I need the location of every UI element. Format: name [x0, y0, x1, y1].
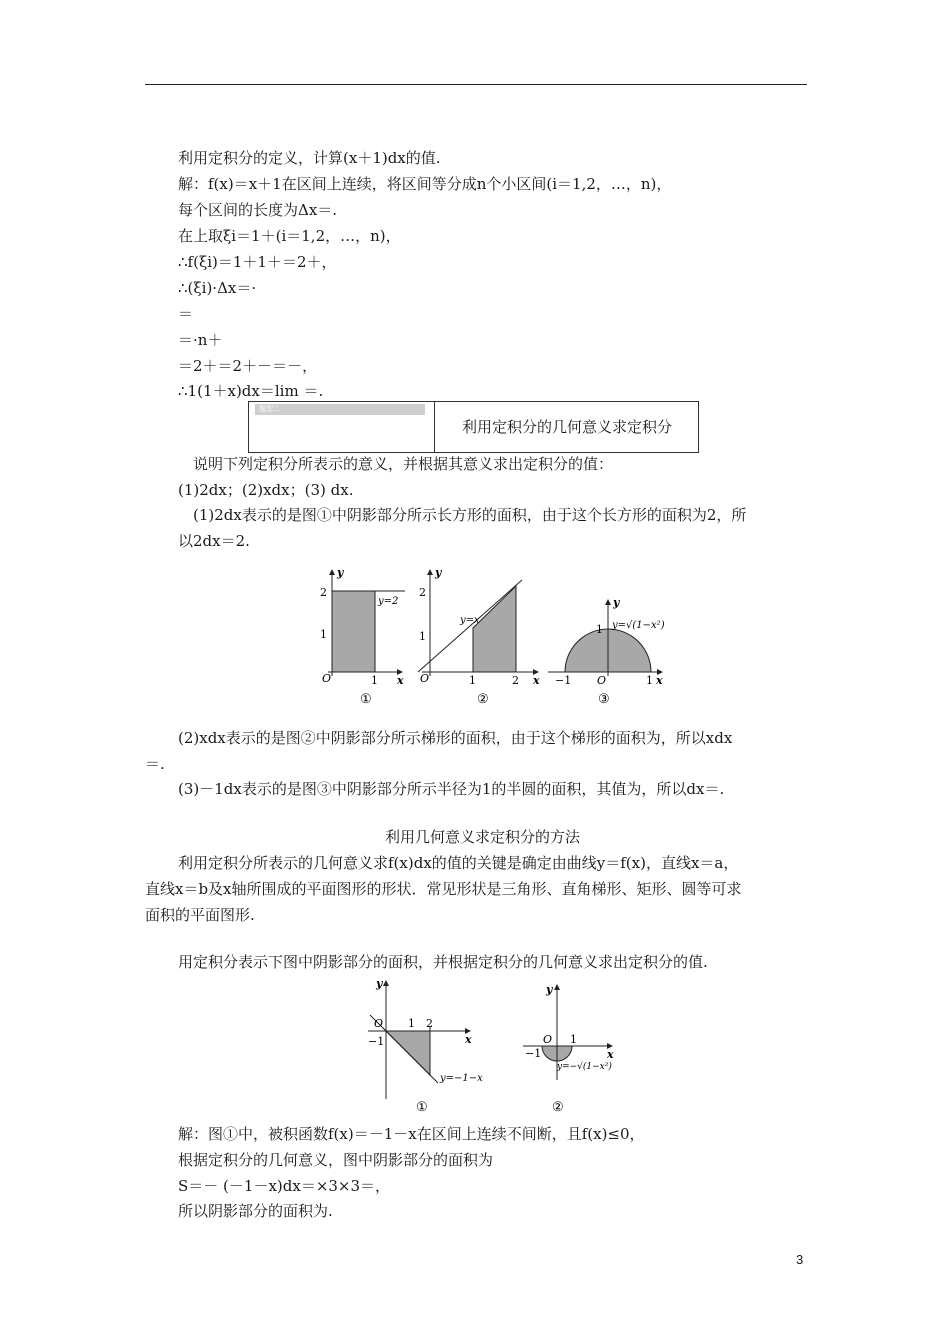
fig2-tick-y2: 2 [419, 586, 426, 599]
fig1-rect-graph [320, 566, 405, 707]
row2-fig2-y-label: y [546, 983, 553, 996]
example2-sol1-b: 以2dx＝2. [178, 532, 250, 550]
row2-fig1-tick-x2: 2 [426, 1017, 433, 1030]
row2-fig1-tick-ym1: −1 [368, 1035, 385, 1048]
sol3-line: (3)－1dx表示的是图③中阴影部分所示半径为1的半圆的面积，其值为，所以dx＝. [178, 780, 725, 798]
s1-line-7: ＝ [178, 305, 194, 323]
fig1-y-label: y [337, 566, 344, 579]
row2-fig1-triangle-graph [368, 977, 483, 1115]
fig2-tick-y1: 1 [419, 630, 426, 643]
s3-line-2: 根据定积分的几何意义，图中阴影部分的面积为 [178, 1151, 494, 1169]
fig1-origin: O [322, 672, 332, 685]
fig3-curve-label: y=√(1−x²) [612, 620, 665, 631]
method-title: 利用几何意义求定积分的方法 [385, 828, 581, 846]
topic-box [248, 401, 699, 453]
row2-fig1-caption: ① [416, 1100, 428, 1115]
example2-items: (1)2dx；(2)xdx；(3) dx. [178, 481, 354, 499]
fig1-tick-y2: 2 [320, 586, 327, 599]
s1-line-1: 利用定积分的定义，计算(x＋1)dx的值. [178, 149, 441, 167]
sol2-line-b: ＝. [145, 755, 165, 773]
fig1-tick-y1: 1 [320, 628, 327, 641]
topic-tag: 题型二 [255, 404, 425, 415]
row2-fig2-semicircle-graph [523, 983, 614, 1115]
fig1-curve-label: y=2 [378, 596, 399, 607]
fig1-tick-x1: 1 [371, 674, 378, 687]
fig2-caption: ② [477, 692, 489, 707]
s3-line-4: 所以阴影部分的面积为. [178, 1202, 333, 1220]
s1-line-8: ＝·n＋ [178, 331, 223, 349]
s1-line-5: ∴f(ξi)＝1＋1＋＝2＋， [178, 253, 337, 271]
fig3-tick-xm1: −1 [555, 674, 572, 687]
figure-row-2 [360, 975, 620, 1120]
example2-sol1-a: (1)2dx表示的是图①中阴影部分所示长方形的面积，由于这个长方形的面积为2，所 [193, 506, 747, 524]
fig2-y-label: y [435, 566, 442, 579]
fig2-tick-x1: 1 [469, 674, 476, 687]
row2-fig2-tick-x1: 1 [570, 1033, 577, 1046]
fig1-caption: ① [360, 692, 372, 707]
sol2-line-a: (2)xdx表示的是图②中阴影部分所示梯形的面积，由于这个梯形的面积为，所以xdx [178, 729, 733, 747]
s1-line-4: 在上取ξi＝1＋(i＝1,2，…，n)， [178, 227, 401, 245]
fig2-trapezoid-graph [418, 566, 540, 707]
row2-fig1-y-label: y [376, 977, 383, 990]
fig3-semicircle-graph [548, 596, 665, 707]
s3-line-3: S＝－ (－1－x)dx＝×3×3＝， [178, 1177, 391, 1195]
fig2-x-label: x [533, 674, 540, 687]
fig2-origin: O [420, 672, 430, 685]
topic-title: 利用定积分的几何意义求定积分 [461, 418, 672, 436]
fig3-caption: ③ [598, 692, 610, 707]
row2-fig1-tick-x1: 1 [408, 1017, 415, 1030]
practice-line: 用定积分表示下图中阴影部分的面积，并根据定积分的几何意义求出定积分的值. [178, 953, 708, 971]
row2-fig2-curve-label: y=−√(1−x²) [557, 1062, 612, 1072]
row2-fig1-curve-label: y=−1−x [440, 1073, 483, 1084]
page-number: 3 [796, 1252, 804, 1267]
fig3-origin: O [597, 674, 607, 687]
example2-prompt: 说明下列定积分所表示的意义，并根据其意义求出定积分的值： [193, 455, 614, 473]
fig2-tick-x2: 2 [512, 674, 519, 687]
topic-box-left [249, 402, 435, 452]
fig1-shaded-rect [332, 591, 375, 672]
fig2-shaded-trapezoid [473, 586, 516, 672]
fig3-tick-y1: 1 [596, 623, 603, 636]
method-line-a: 利用定积分所表示的几何意义求f(x)dx的值的关键是确定由曲线y＝f(x)，直线x＝a， [178, 854, 739, 872]
row2-fig2-origin: O [543, 1033, 553, 1046]
s1-line-3: 每个区间的长度为Δx＝. [178, 201, 338, 219]
header-rule [145, 84, 807, 85]
method-line-b: 直线x＝b及x轴所围成的平面图形的形状．常见形状是三角形、直角梯形、矩形、圆等可求 [145, 880, 742, 898]
fig1-x-label: x [397, 674, 404, 687]
figure-row-1 [300, 560, 680, 710]
s3-line-1: 解：图①中，被积函数f(x)＝－1－x在区间上连续不间断，且f(x)≤0， [178, 1125, 645, 1143]
row2-fig1-x-label: x [465, 1033, 472, 1046]
s1-line-2: 解：f(x)＝x＋1在区间上连续，将区间等分成n个小区间(i＝1,2，…，n)， [178, 175, 672, 193]
row2-fig1-origin: O [374, 1017, 384, 1030]
row2-fig2-caption: ② [552, 1100, 564, 1115]
s1-line-6: ∴(ξi)·Δx＝· [178, 279, 257, 297]
s1-line-9: ＝2＋＝2＋－＝－， [178, 357, 318, 375]
fig3-tick-x1: 1 [646, 674, 653, 687]
fig3-x-label: x [656, 674, 663, 687]
method-line-c: 面积的平面图形. [145, 906, 255, 924]
s1-line-10: ∴1(1＋x)dx＝lim ＝. [178, 382, 324, 400]
fig3-y-label: y [613, 596, 620, 609]
row2-fig2-tick-xm1: −1 [525, 1047, 542, 1060]
row2-fig2-x-label: x [607, 1048, 614, 1061]
fig2-curve-label: y=x [460, 615, 480, 626]
